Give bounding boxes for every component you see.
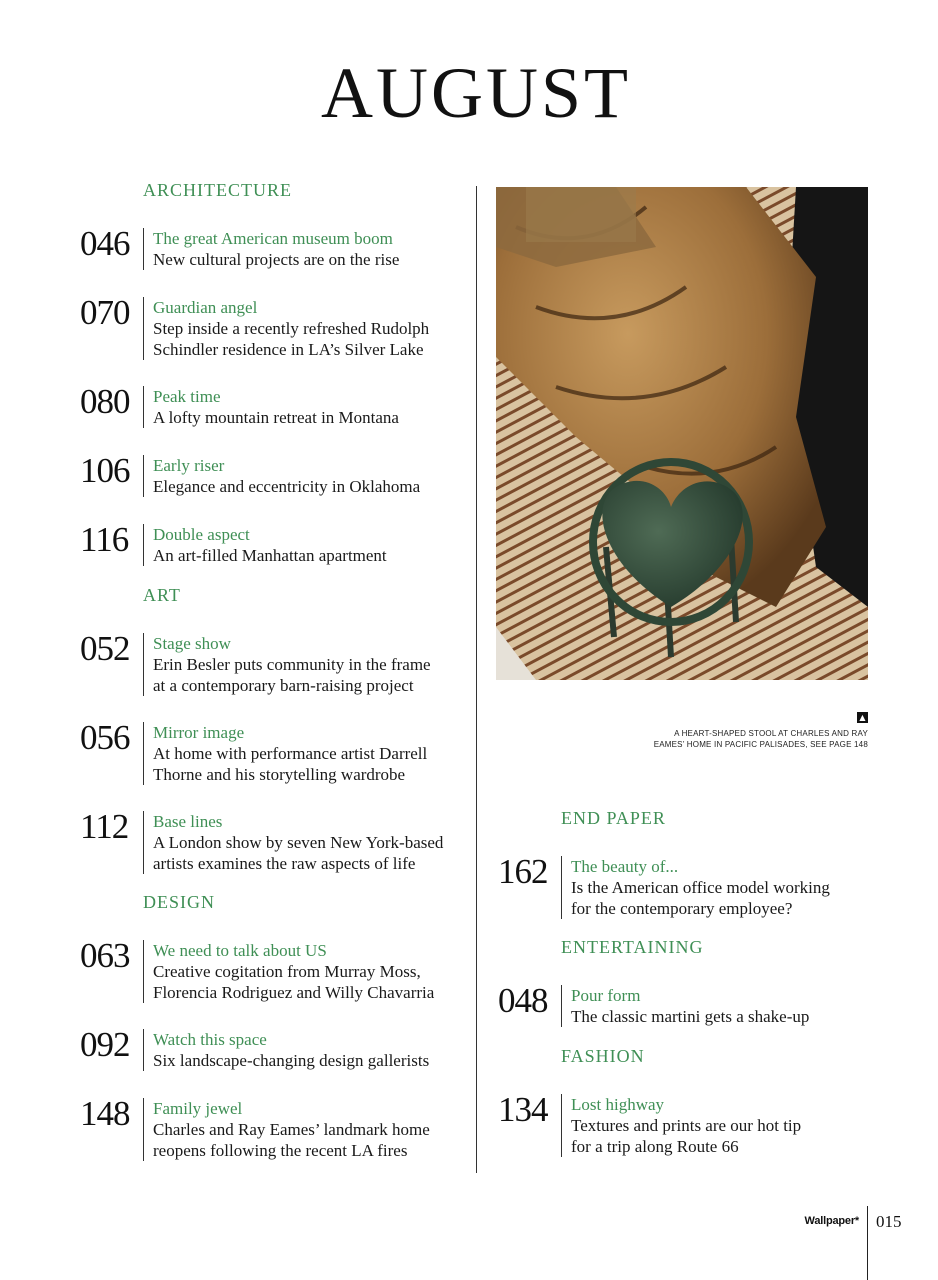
- entry-title[interactable]: The great American museum boom: [153, 229, 393, 248]
- entry-description: Erin Besler puts community in the frame: [153, 655, 431, 674]
- heart-stool-photo: [496, 187, 868, 680]
- entry-body: [143, 455, 420, 497]
- toc-entry[interactable]: [498, 981, 878, 1054]
- toc-entry[interactable]: [80, 807, 470, 900]
- entry-description: at a contemporary barn-raising project: [153, 676, 414, 695]
- entry-description: Creative cogitation from Murray Moss,: [153, 962, 421, 981]
- entry-page-number: 162: [498, 852, 548, 891]
- caption-line: EAMES’ HOME IN PACIFIC PALISADES, SEE PAGE 148: [653, 740, 868, 749]
- entry-page-number: 092: [80, 1025, 130, 1064]
- entry-title[interactable]: Early riser: [153, 456, 225, 475]
- footer-divider: [867, 1206, 868, 1280]
- entry-page-number: 070: [80, 293, 130, 332]
- entry-body: [143, 811, 443, 874]
- toc-entry[interactable]: [80, 224, 470, 297]
- entry-title[interactable]: Stage show: [153, 634, 231, 653]
- entry-description: New cultural projects are on the rise: [153, 250, 400, 269]
- entry-page-number: 080: [80, 382, 130, 421]
- entry-description: Schindler residence in LA’s Silver Lake: [153, 340, 424, 359]
- entry-body: [143, 1029, 429, 1071]
- entry-title[interactable]: Watch this space: [153, 1030, 267, 1049]
- entry-description: Elegance and eccentricity in Oklahoma: [153, 477, 421, 496]
- entry-description: The classic martini gets a shake-up: [571, 1007, 810, 1026]
- entry-title[interactable]: Guardian angel: [153, 298, 258, 317]
- entry-description: artists examines the raw aspects of life: [153, 854, 416, 873]
- entry-description: for a trip along Route 66: [571, 1137, 739, 1156]
- column-divider: [476, 186, 477, 1173]
- entry-description: Step inside a recently refreshed Rudolph: [153, 319, 430, 338]
- entry-description: for the contemporary employee?: [571, 899, 793, 918]
- entry-body: [561, 856, 830, 919]
- entry-description: Charles and Ray Eames’ landmark home: [153, 1120, 430, 1139]
- entry-body: [143, 228, 399, 270]
- toc-entry[interactable]: [80, 718, 470, 811]
- entry-page-number: 048: [498, 981, 548, 1020]
- toc-entry[interactable]: [80, 293, 470, 386]
- entry-title[interactable]: Peak time: [153, 387, 221, 406]
- entry-page-number: 112: [80, 807, 129, 846]
- entry-description: Florencia Rodriguez and Willy Chavarria: [153, 983, 435, 1002]
- entry-body: [143, 386, 399, 428]
- entry-page-number: 116: [80, 520, 129, 559]
- section-heading: DESIGN: [143, 892, 215, 912]
- entry-description: Textures and prints are our hot tip: [571, 1116, 802, 1135]
- toc-entry[interactable]: [80, 936, 470, 1029]
- entry-description: Six landscape-changing design gallerists: [153, 1051, 430, 1070]
- toc-section: [80, 585, 470, 900]
- photo-caption: [600, 728, 868, 750]
- entry-title[interactable]: Double aspect: [153, 525, 250, 544]
- entry-title[interactable]: The beauty of...: [571, 857, 679, 876]
- entry-page-number: 148: [80, 1094, 130, 1133]
- entry-description: A lofty mountain retreat in Montana: [153, 408, 399, 427]
- entry-page-number: 056: [80, 718, 130, 757]
- entry-body: [143, 1098, 430, 1161]
- entry-page-number: 063: [80, 936, 130, 975]
- entry-page-number: 134: [498, 1090, 548, 1129]
- entry-body: [143, 722, 427, 785]
- entry-body: [143, 297, 429, 360]
- entry-title[interactable]: Pour form: [571, 986, 641, 1005]
- entry-description: An art-filled Manhattan apartment: [153, 546, 387, 565]
- feature-photo: [496, 187, 868, 680]
- entry-description: At home with performance artist Darrell: [153, 744, 428, 763]
- page-number: 015: [876, 1212, 902, 1231]
- page-title: AUGUST: [320, 53, 631, 133]
- entry-title[interactable]: We need to talk about US: [153, 941, 327, 960]
- entry-page-number: 052: [80, 629, 130, 668]
- entry-title[interactable]: Base lines: [153, 812, 223, 831]
- toc-entry[interactable]: [80, 629, 470, 722]
- section-heading: FASHION: [561, 1046, 645, 1066]
- toc-entry[interactable]: [80, 382, 470, 455]
- toc-section: [498, 937, 878, 1054]
- entry-body: [143, 524, 387, 566]
- toc-left-column: [80, 180, 470, 1179]
- entry-title[interactable]: Mirror image: [153, 723, 245, 742]
- entry-description: A London show by seven New York-based: [153, 833, 444, 852]
- toc-entry[interactable]: [80, 1094, 470, 1187]
- brand-logo: Wallpaper*: [804, 1215, 859, 1227]
- arrow-up-icon: ▲: [857, 712, 868, 723]
- toc-section: [498, 1046, 878, 1183]
- toc-section: [498, 808, 878, 945]
- entry-description: reopens following the recent LA fires: [153, 1141, 408, 1160]
- toc-entry[interactable]: [80, 451, 470, 524]
- entry-page-number: 106: [80, 451, 130, 490]
- entry-description: Thorne and his storytelling wardrobe: [153, 765, 406, 784]
- entry-title[interactable]: Family jewel: [153, 1099, 243, 1118]
- entry-page-number: 046: [80, 224, 130, 263]
- toc-right-column: [498, 808, 878, 1175]
- section-heading: ENTERTAINING: [561, 937, 704, 957]
- caption-line: A HEART-SHAPED STOOL AT CHARLES AND RAY: [674, 729, 868, 738]
- section-heading: END PAPER: [561, 808, 666, 828]
- entry-body: [143, 633, 431, 696]
- entry-title[interactable]: Lost highway: [571, 1095, 665, 1114]
- toc-entry[interactable]: [498, 1090, 878, 1183]
- toc-section: [80, 892, 470, 1187]
- toc-entry[interactable]: [80, 1025, 470, 1098]
- entry-body: [561, 985, 809, 1027]
- entry-body: [561, 1094, 801, 1157]
- section-heading: ARCHITECTURE: [143, 180, 292, 200]
- toc-entry[interactable]: [80, 520, 470, 593]
- section-heading: ART: [143, 585, 181, 605]
- toc-entry[interactable]: [498, 852, 878, 945]
- entry-body: [143, 940, 434, 1003]
- toc-section: [80, 180, 470, 593]
- entry-description: Is the American office model working: [571, 878, 830, 897]
